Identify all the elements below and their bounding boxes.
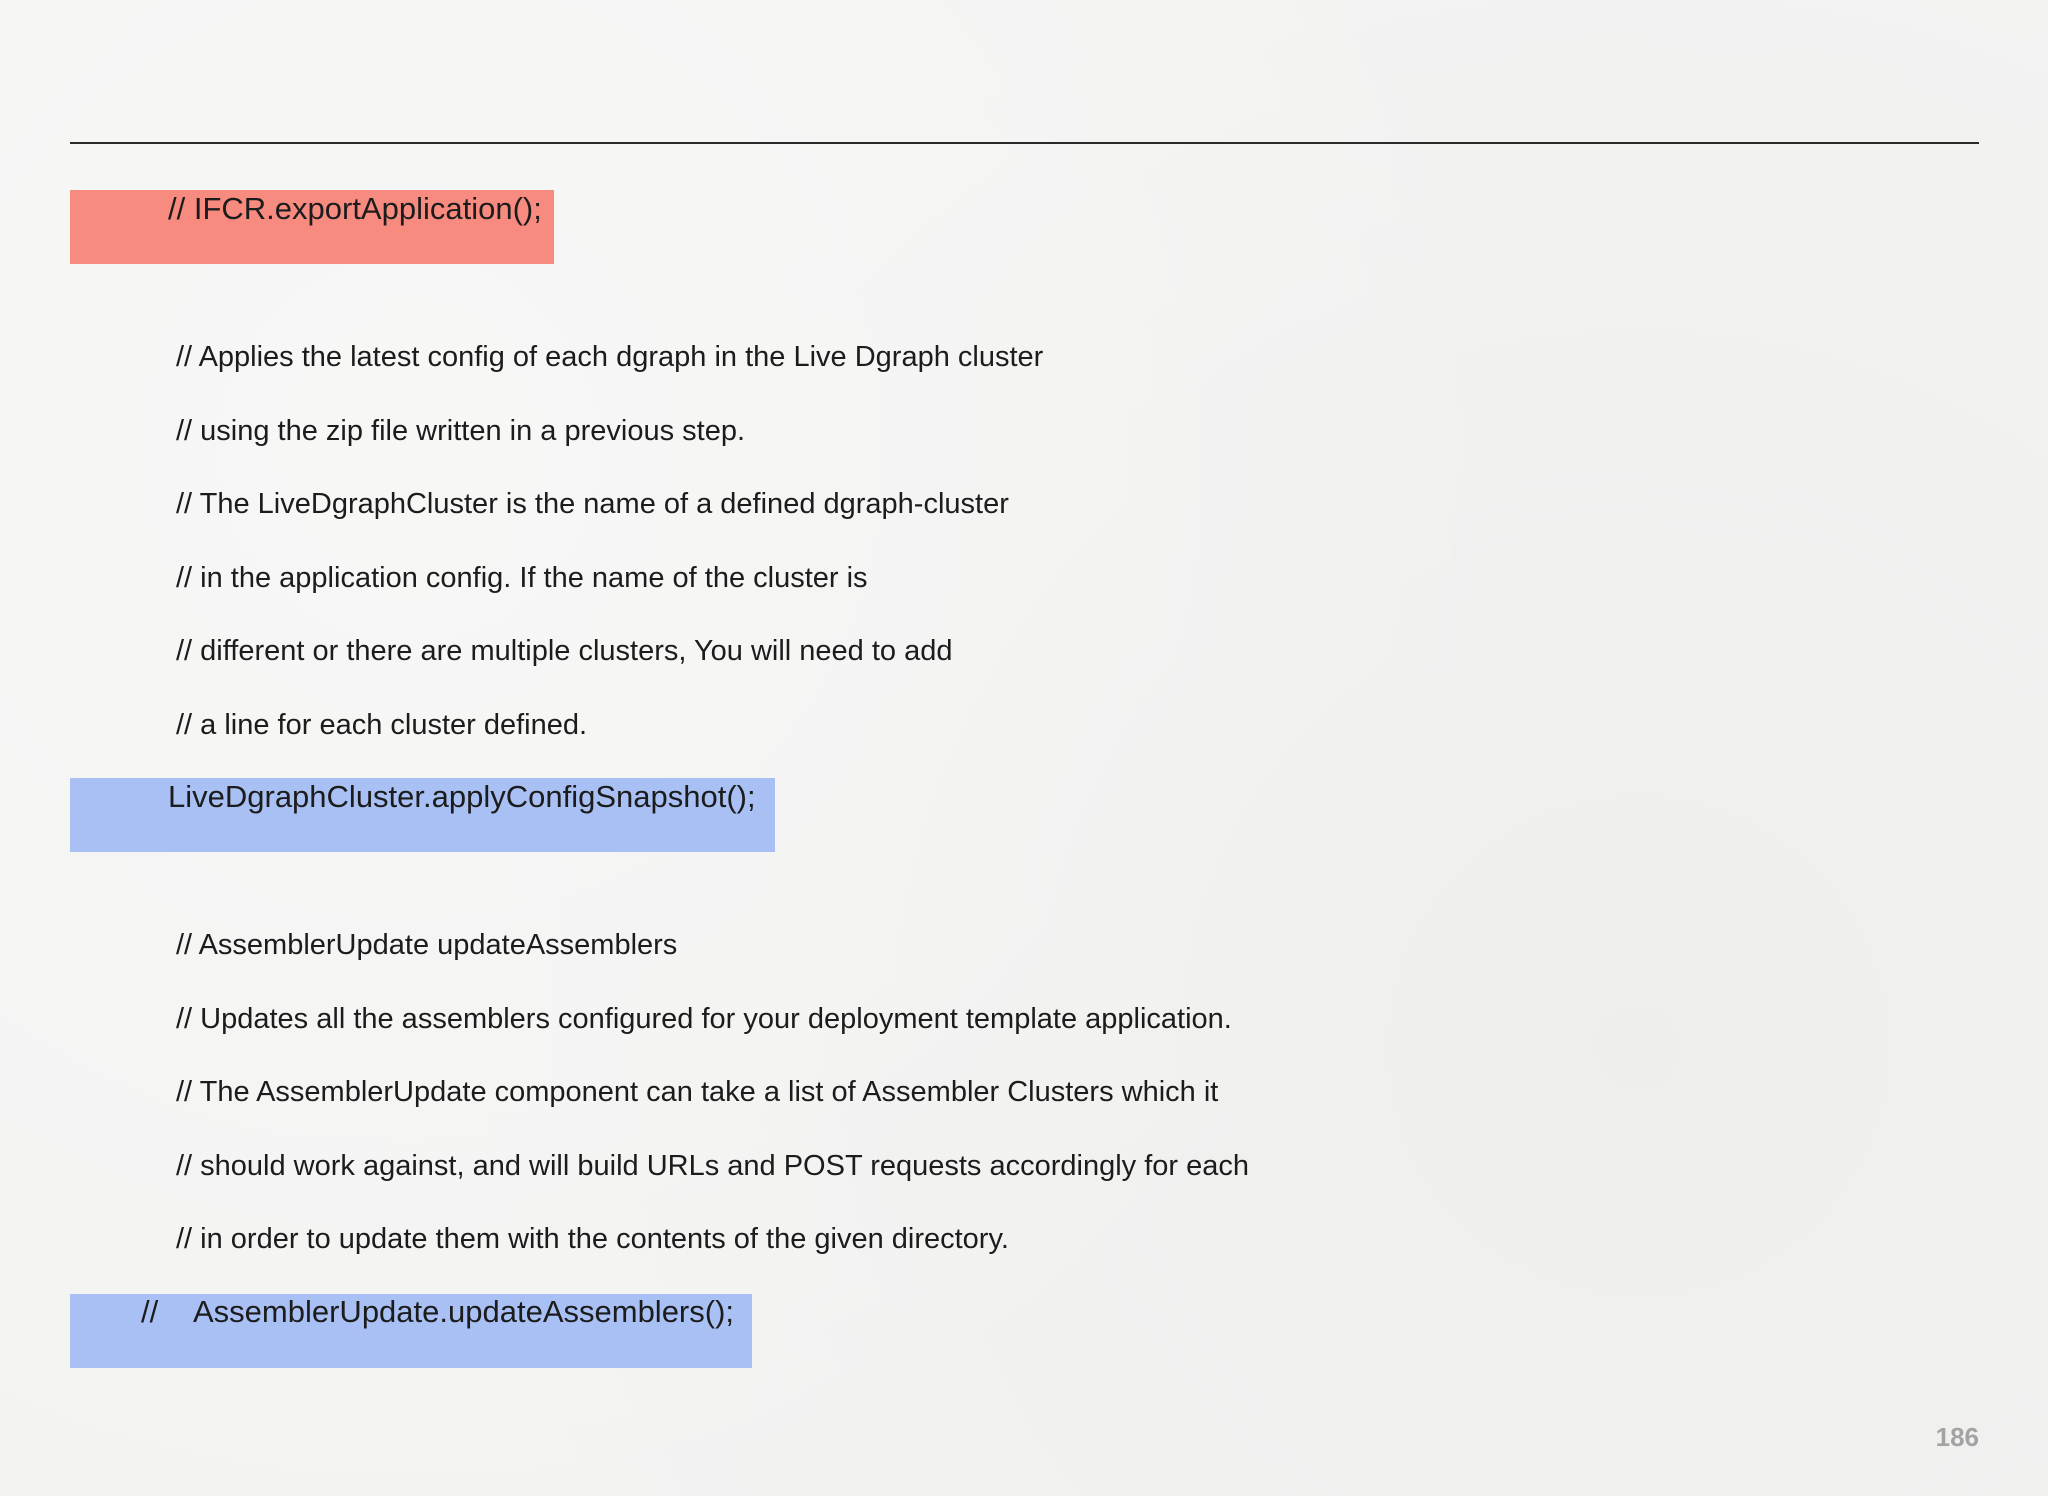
page-number: 186 [1935,1422,1979,1452]
comment-line: // a line for each cluster defined. [176,709,588,741]
comment-line: // in order to update them with the contents of the given directory. [176,1223,1009,1255]
comment-line: // The LiveDgraphCluster is the name of a defined dgraph-cluster [176,488,1009,520]
comment-line: // Updates all the assemblers configured for your deployment template application. [176,1003,1232,1035]
comment-line: // in the application config. If the name of the cluster is [176,562,868,594]
code-line-export-application: // IFCR.exportApplication(); [168,191,542,226]
code-line-apply-config-snapshot: LiveDgraphCluster.applyConfigSnapshot(); [168,779,756,814]
comment-line: // should work against, and will build URLs and POST requests accordingly for each [176,1150,1250,1182]
comment-line: // The AssemblerUpdate component can take a list of Assembler Clusters which it [176,1076,1219,1108]
comment-line: // different or there are multiple clusters, You will need to add [176,635,953,667]
top-divider [70,142,1979,144]
code-line-update-assemblers: AssemblerUpdate.updateAssemblers(); [193,1294,735,1329]
comment-line: // AssemblerUpdate updateAssemblers [176,929,678,961]
code-comment-prefix: // [141,1294,159,1329]
comment-line: // Applies the latest config of each dgraph in the Live Dgraph cluster [176,341,1044,373]
comment-line: // using the zip file written in a previous step. [176,415,746,447]
